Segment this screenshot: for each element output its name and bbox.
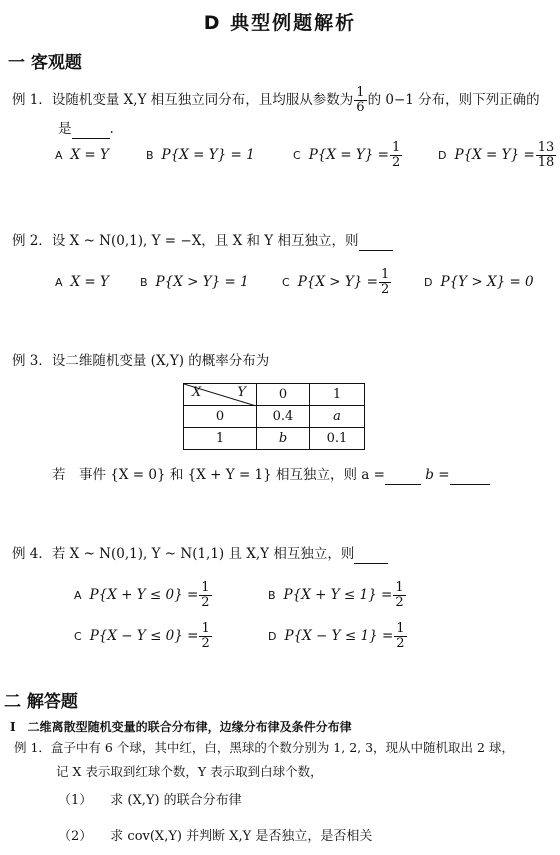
table-row-header: 1 <box>184 428 257 450</box>
ex4-question: 例 4．若 X ~ N(0,1), Y ~ N(1,1) 且 X,Y 相互独立，则 <box>12 545 388 564</box>
ex1-option-b: B P{X = Y} = 1 <box>146 147 255 163</box>
ex3-condition: 若 事件 {X = 0} 和 {X + Y = 1} 相互独立，则 a = b = <box>52 466 490 485</box>
ex5-subquestion-1: （1） 求 (X,Y) 的联合分布律 <box>58 793 242 808</box>
subsection-heading: Ⅰ 二维离散型随机变量的联合分布律，边缘分布律及条件分布律 <box>10 720 352 734</box>
page-title: D 典型例题解析 <box>203 12 357 34</box>
ex1-fraction: $\frac{1}{6}$ <box>356 85 365 115</box>
table-col-header: 1 <box>310 384 365 406</box>
answer-blank <box>354 545 388 564</box>
answer-blank <box>72 120 110 139</box>
ex5-question-line1: 例 1．盒子中有 6 个球，其中红，白，黑球的个数分别为 1, 2, 3，现从中随机取出 2 球， <box>14 740 514 755</box>
answer-blank-b <box>450 466 490 485</box>
ex2-option-a: A X = Y <box>55 274 109 290</box>
ex1-option-d: D P{X = Y} = $\frac{13}{18}$ <box>438 140 555 170</box>
ex4-option-c: C P{X − Y ≤ 0} = $\frac{1}{2}$ <box>74 621 210 651</box>
ex4-option-d: D P{X − Y ≤ 1} = $\frac{1}{2}$ <box>268 621 405 651</box>
probability-table <box>183 383 365 450</box>
ex5-subquestion-2: （2） 求 cov(X,Y) 并判断 X,Y 是否独立，是否相关 <box>58 829 373 844</box>
section-heading-answers: 二 解答题 <box>4 692 78 712</box>
section-heading-objective: 一 客观题 <box>8 53 82 73</box>
table-cell: b <box>257 428 310 450</box>
ex4-option-a: A P{X + Y ≤ 0} = $\frac{1}{2}$ <box>74 580 210 610</box>
answer-blank <box>359 232 393 251</box>
table-corner-cell: X Y <box>184 384 257 406</box>
answer-blank-a <box>385 466 421 485</box>
table-cell: a <box>310 406 365 428</box>
ex2-option-b: B P{X > Y} = 1 <box>140 274 249 290</box>
ex2-option-c: C P{X > Y} = $\frac{1}{2}$ <box>282 267 390 297</box>
ex1-question-line2: 是 . <box>58 121 114 137</box>
table-cell: 0.4 <box>257 406 310 428</box>
ex1-option-a: A X = Y <box>55 147 109 163</box>
ex2-question: 例 2．设 X ~ N(0,1), Y = −X，且 X 和 Y 相互独立，则 <box>12 232 393 251</box>
ex4-option-b: B P{X + Y ≤ 1} = $\frac{1}{2}$ <box>268 580 404 610</box>
ex1-question-line1: 例 1．设随机变量 X,Y 相互独立同分布，且均服从参数为 $\frac{1}{6}$ 的 0−1 分布，则下列正确的 <box>12 85 540 115</box>
ex5-question-line2: 记 X 表示取到红球个数，Y 表示取到白球个数， <box>56 764 323 779</box>
table-row-header: 0 <box>184 406 257 428</box>
table-col-header: 0 <box>257 384 310 406</box>
ex2-option-d: D P{Y > X} = 0 <box>424 274 534 290</box>
ex3-question: 例 3．设二维随机变量 (X,Y) 的概率分布为 <box>12 353 270 369</box>
table-cell: 0.1 <box>310 428 365 450</box>
ex1-option-c: C P{X = Y} = $\frac{1}{2}$ <box>293 140 401 170</box>
